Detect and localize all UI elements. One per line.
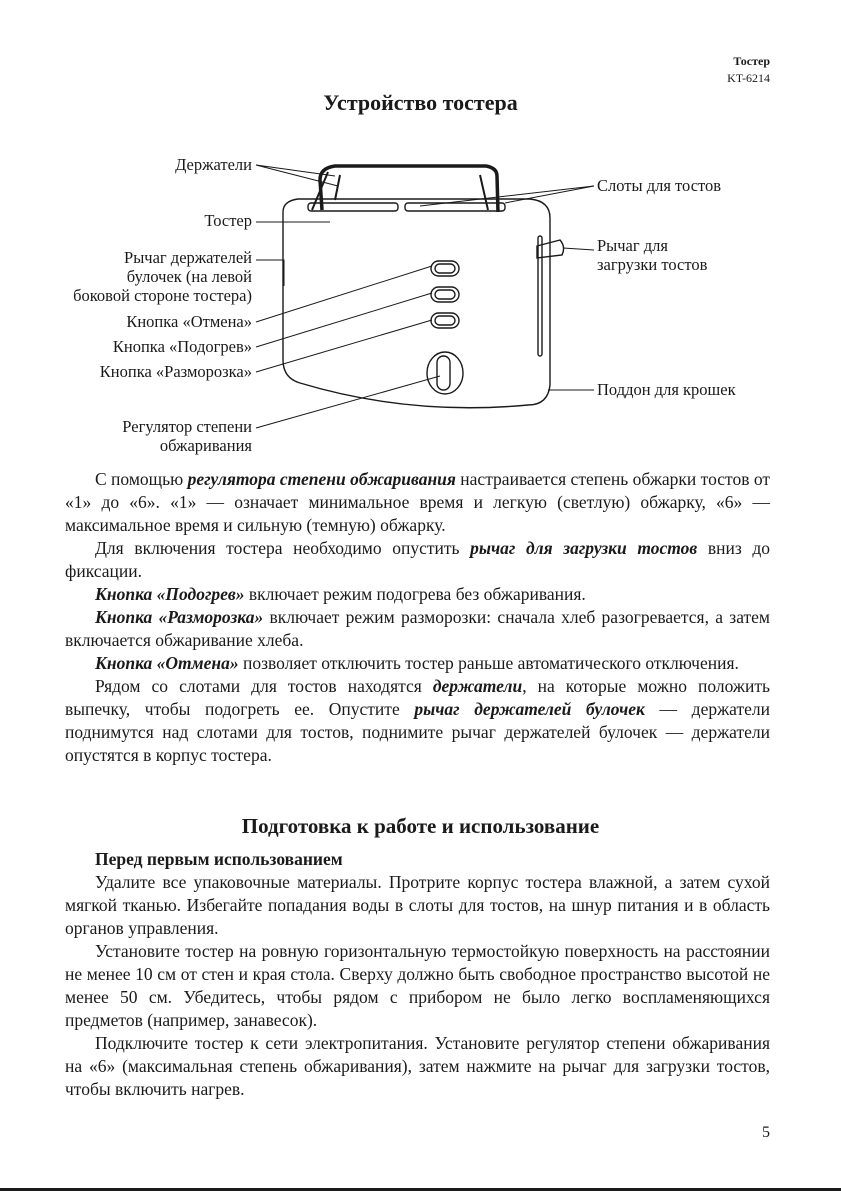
paragraph: Кнопка «Подогрев» включает режим подогрева без обжаривания. xyxy=(95,584,586,604)
holder-right xyxy=(312,172,340,210)
browning-dial-shape xyxy=(427,352,463,394)
label-toaster: Тостер xyxy=(204,211,252,230)
label-reheat-button: Кнопка «Подогрев» xyxy=(112,337,252,356)
label-browning-1: Регулятор степени xyxy=(122,417,252,436)
usage-section xyxy=(65,848,770,1101)
section-title: Подготовка к работе и использование xyxy=(241,814,600,838)
paragraph: С помощью регулятора степени обжаривания настраивается степень обжарки тостов от «1» до «6». «1» — означает минимальное время и легкую (светлую) обжарку, «6» — максимальное время и сильную (темную) обжарку. xyxy=(65,469,771,535)
header-model: KT-6214 xyxy=(727,71,770,85)
page-number: 5 xyxy=(762,1124,770,1141)
paragraph: Подключите тостер к сети электропитания. Установите регулятор степени обжаривания на «6» (максимальная степень обжаривания), затем нажмите на рычаг для загрузки тостов, чтобы включить нагрев. xyxy=(65,1033,770,1099)
paragraph: Удалите все упаковочные материалы. Протрите корпус тостера влажной, а затем сухой мягкой тканью. Избегайте попадания воды в слоты для тостов, на шнур питания и в область органов управления. xyxy=(65,872,770,938)
label-cancel-button: Кнопка «Отмена» xyxy=(126,312,252,331)
label-bun-lever-3: боковой стороне тостера) xyxy=(73,286,252,305)
load-lever-slot xyxy=(538,236,542,356)
label-load-lever-2: загрузки тостов xyxy=(597,255,708,274)
paragraph: Для включения тостера необходимо опустить рычаг для загрузки тостов вниз до фиксации. xyxy=(65,538,770,581)
toaster-diagram xyxy=(0,140,841,465)
section-subtitle: Перед первым использованием xyxy=(95,849,343,869)
paragraph: Кнопка «Разморозка» включает режим разморозки: сначала хлеб разогревается, а затем включается обжаривание хлеба. xyxy=(65,607,770,650)
holder-left xyxy=(320,166,498,212)
header-product: Тостер xyxy=(733,54,770,68)
label-browning-2: обжаривания xyxy=(159,436,252,455)
label-defrost-button: Кнопка «Разморозка» xyxy=(99,362,252,381)
paragraph: Установите тостер на ровную горизонтальную термостойкую поверхность на расстоянии не менее 10 см от стен и края стола. Сверху должно быть свободное пространство высотой не менее 50 см. Убедитесь, чтобы рядом с прибором не было легко воспламеняющихся предметов (например, занавесок). xyxy=(65,941,770,1030)
toaster-body xyxy=(283,199,550,408)
diagram-title: Устройство тостера xyxy=(323,90,518,115)
label-bun-lever-2: булочек (на левой xyxy=(126,267,252,286)
description-section xyxy=(65,468,770,767)
label-slots: Слоты для тостов xyxy=(597,176,722,195)
label-crumb-tray: Поддон для крошек xyxy=(597,380,736,399)
toast-slot-right xyxy=(405,203,505,211)
label-load-lever-1: Рычаг для xyxy=(597,236,668,255)
page-header xyxy=(727,53,770,87)
label-bun-lever-1: Рычаг держателей xyxy=(124,248,252,267)
label-holders: Держатели xyxy=(175,155,252,174)
paragraph: Кнопка «Отмена» позволяет отключить тостер раньше автоматического отключения. xyxy=(95,653,739,673)
paragraph: Рядом со слотами для тостов находятся держатели, на которые можно положить выпечку, чтобы подогреть ее. Опустите рычаг держателей булочек — держатели поднимутся над слотами для тостов, поднимите рычаг держателей булочек — держатели опустятся в корпус тостера. xyxy=(65,676,771,765)
